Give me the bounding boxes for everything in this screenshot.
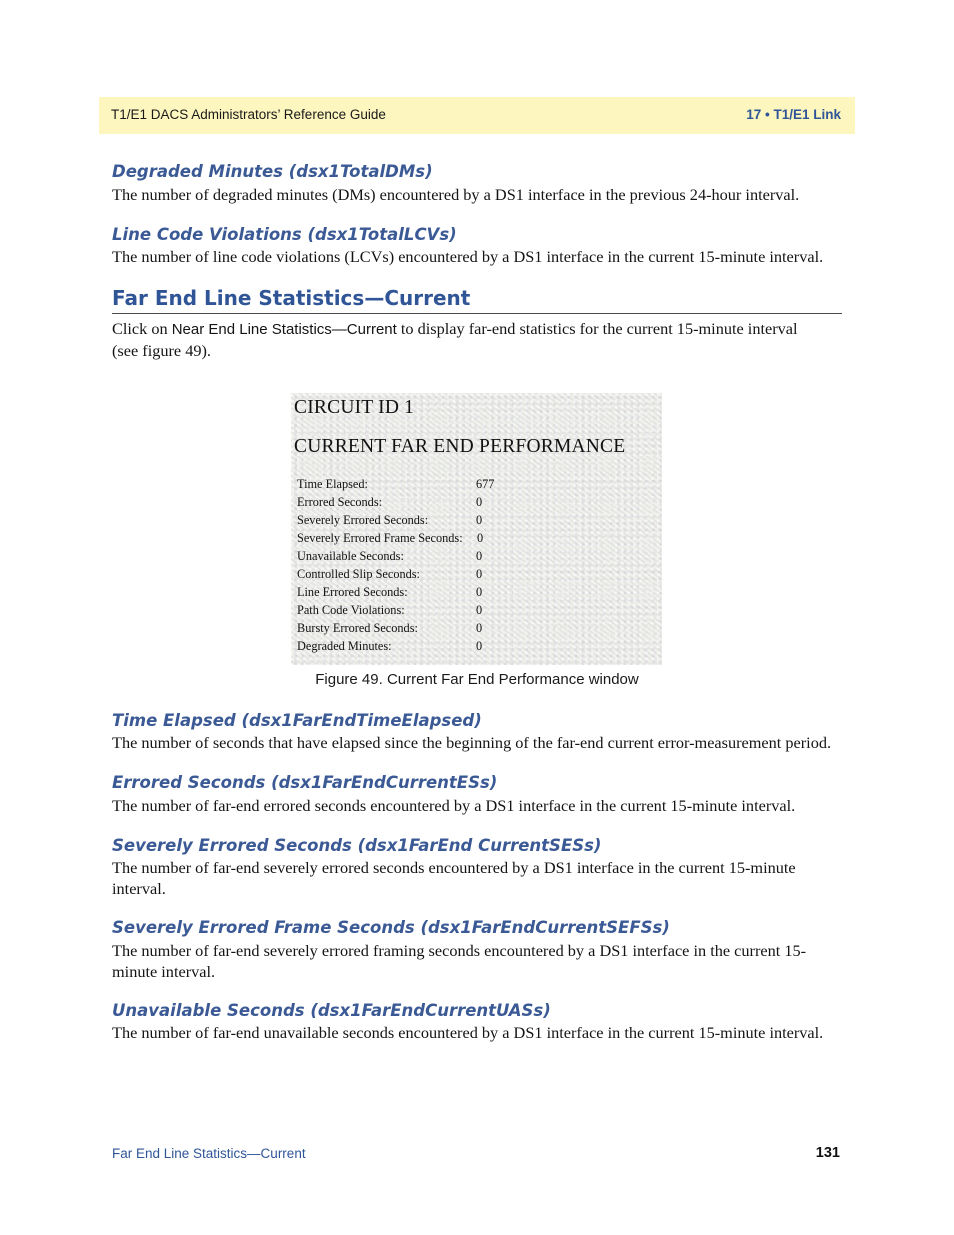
far-end-performance-title: CURRENT FAR END PERFORMANCE	[294, 436, 626, 457]
stat-value: 0	[477, 531, 484, 545]
stat-label: Path Code Violations:	[297, 603, 405, 617]
text-severely-errored-frame-seconds: The number of far-end severely errored framing seconds encountered by a DS1 interface in the current 15-minute interval.	[112, 941, 807, 981]
stat-label: Controlled Slip Seconds:	[297, 567, 420, 581]
heading-line-code-violations: Line Code Violations (dsx1TotalLCVs)	[112, 225, 457, 244]
section-title: Far End Line Statistics—Current	[112, 286, 842, 314]
header-chapter: 17 • T1/E1 Link	[746, 107, 841, 122]
stat-label: Time Elapsed:	[297, 477, 368, 491]
section-intro	[112, 319, 812, 361]
intro-before: Click on	[112, 319, 172, 338]
footer-section-name: Far End Line Statistics—Current	[112, 1146, 306, 1161]
stat-value: 0	[476, 567, 483, 581]
heading-time-elapsed: Time Elapsed (dsx1FarEndTimeElapsed)	[112, 711, 482, 730]
stat-value: 0	[476, 639, 483, 653]
stat-value: 0	[476, 513, 483, 527]
text-errored-seconds: The number of far-end errored seconds encountered by a DS1 interface in the current 15-minute interval.	[112, 796, 796, 815]
stat-label: Severely Errored Frame Seconds:	[297, 531, 463, 545]
intro-after: to display far-end statistics for the current 15-minute interval (see figure 49).	[112, 319, 798, 360]
heading-unavailable-seconds: Unavailable Seconds (dsx1FarEndCurrentUASs)	[112, 1001, 551, 1020]
stat-label: Line Errored Seconds:	[297, 585, 408, 599]
text-degraded-minutes: The number of degraded minutes (DMs) encountered by a DS1 interface in the previous 24-hour interval.	[112, 185, 800, 204]
text-unavailable-seconds: The number of far-end unavailable seconds encountered by a DS1 interface in the current 15-minute interval.	[112, 1023, 824, 1042]
stat-value: 0	[476, 495, 483, 509]
heading-degraded-minutes: Degraded Minutes (dsx1TotalDMs)	[112, 162, 433, 181]
stat-label: Bursty Errored Seconds:	[297, 621, 418, 635]
heading-severely-errored-seconds: Severely Errored Seconds (dsx1FarEnd CurrentSESs)	[112, 836, 602, 855]
stat-value: 0	[476, 549, 483, 563]
header-guide-title: T1/E1 DACS Administrators’ Reference Guide	[111, 107, 386, 122]
text-severely-errored-seconds: The number of far-end severely errored seconds encountered by a DS1 interface in the current 15-minute interval.	[112, 858, 796, 898]
stat-label: Errored Seconds:	[297, 495, 383, 509]
intro-menu-link: Near End Line Statistics—Current	[171, 321, 397, 338]
stat-label: Severely Errored Seconds:	[297, 513, 429, 527]
figure-caption: Figure 49. Current Far End Performance window	[315, 671, 639, 688]
stat-label: Unavailable Seconds:	[297, 549, 404, 563]
circuit-id-title: CIRCUIT ID 1	[294, 397, 415, 418]
page-header	[99, 97, 855, 134]
stat-value: 0	[476, 585, 483, 599]
stat-label: Degraded Minutes:	[297, 639, 392, 653]
heading-severely-errored-frame-seconds: Severely Errored Frame Seconds (dsx1FarEndCurrentSEFSs)	[112, 918, 670, 937]
text-line-code-violations: The number of line code violations (LCVs) encountered by a DS1 interface in the current 15-minute interval.	[112, 247, 824, 266]
heading-errored-seconds: Errored Seconds (dsx1FarEndCurrentESs)	[112, 773, 498, 792]
stat-value: 0	[476, 603, 483, 617]
stat-value: 677	[476, 477, 495, 491]
stat-value: 0	[476, 621, 483, 635]
page-number: 131	[815, 1145, 840, 1161]
far-end-performance-figure	[291, 393, 662, 665]
text-time-elapsed: The number of seconds that have elapsed since the beginning of the far-end current error-measurement period.	[112, 733, 832, 752]
